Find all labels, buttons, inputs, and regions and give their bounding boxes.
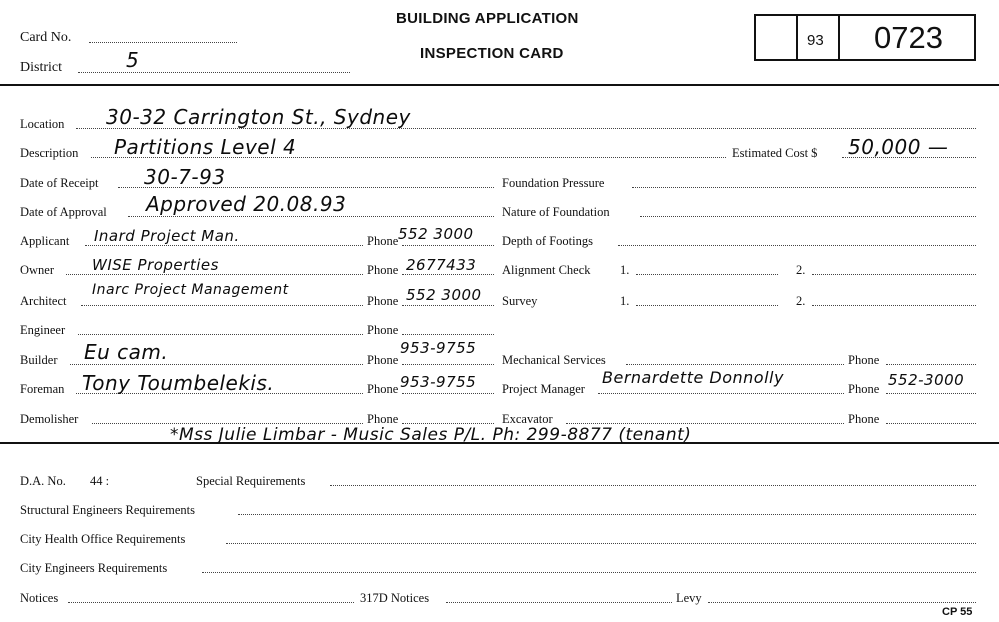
estimated-cost-value: 50,000 — — [848, 135, 949, 159]
date-of-receipt-label: Date of Receipt — [20, 176, 99, 190]
mechanical-services-field[interactable] — [626, 364, 844, 365]
owner-phone-label: Phone — [367, 263, 399, 277]
foreman-label: Foreman — [20, 382, 65, 396]
alignment-check-num-1: 1. — [620, 263, 630, 277]
da-no-value: 44 : — [90, 474, 110, 488]
nature-of-foundation-label: Nature of Foundation — [502, 205, 610, 219]
project-manager-phone-field[interactable] — [886, 393, 976, 394]
depth-of-footings-label: Depth of Footings — [502, 234, 593, 248]
foundation-pressure-label: Foundation Pressure — [502, 176, 605, 190]
title-line-2: INSPECTION CARD — [420, 45, 564, 62]
engineer-label: Engineer — [20, 323, 66, 337]
owner-label: Owner — [20, 263, 55, 277]
tenant-note: *Mss Julie Limbar - Music Sales P/L. Ph: 299-8877 (tenant) — [170, 425, 692, 445]
foundation-pressure-field[interactable] — [632, 187, 976, 188]
survey-field-1[interactable] — [636, 305, 778, 306]
foreman-value: Tony Toumbelekis. — [82, 371, 275, 395]
architect-phone-field[interactable] — [402, 305, 494, 306]
builder-label: Builder — [20, 353, 58, 367]
builder-field[interactable] — [70, 364, 363, 365]
project-manager-field[interactable] — [598, 393, 844, 394]
applicant-label: Applicant — [20, 234, 70, 248]
architect-field[interactable] — [81, 305, 363, 306]
owner-phone-field[interactable] — [402, 274, 494, 275]
date-of-approval-value: Approved 20.08.93 — [146, 192, 347, 216]
notices-field[interactable] — [68, 602, 354, 603]
nature-of-foundation-field[interactable] — [640, 216, 976, 217]
builder-phone-field[interactable] — [402, 364, 494, 365]
architect-value: Inarc Project Management — [92, 282, 289, 298]
date-of-receipt-value: 30-7-93 — [144, 165, 226, 189]
survey-num-2: 2. — [796, 294, 806, 308]
special-requirements-field[interactable] — [330, 485, 976, 486]
applicant-phone-field[interactable] — [402, 245, 494, 246]
survey-label: Survey — [502, 294, 538, 308]
health-requirements-label: City Health Office Requirements — [20, 532, 186, 546]
project-manager-label: Project Manager — [502, 382, 585, 396]
description-label: Description — [20, 146, 79, 160]
title-line-1: BUILDING APPLICATION — [396, 10, 579, 27]
alignment-check-field-1[interactable] — [636, 274, 778, 275]
levy-field[interactable] — [708, 602, 976, 603]
foreman-phone-field[interactable] — [402, 393, 494, 394]
foreman-phone-value: 953-9755 — [400, 373, 477, 391]
excavator-phone-label: Phone — [848, 412, 880, 426]
da-no-label: D.A. No. — [20, 474, 66, 488]
builder-value: Eu cam. — [84, 340, 169, 364]
project-manager-phone-label: Phone — [848, 382, 880, 396]
engineer-phone-label: Phone — [367, 323, 399, 337]
applicant-field[interactable] — [85, 245, 363, 246]
engineer-phone-field[interactable] — [402, 334, 494, 335]
alignment-check-num-2: 2. — [796, 263, 806, 277]
depth-of-footings-field[interactable] — [618, 245, 976, 246]
date-of-approval-field[interactable] — [128, 216, 494, 217]
location-value: 30-32 Carrington St., Sydney — [106, 105, 411, 129]
card-no-label: Card No. — [20, 30, 72, 45]
card-number-value: 0723 — [874, 20, 943, 55]
mechanical-services-label: Mechanical Services — [502, 353, 606, 367]
engineers-requirements-label: City Engineers Requirements — [20, 561, 168, 575]
description-value: Partitions Level 4 — [114, 135, 297, 159]
district-value: 5 — [126, 48, 140, 72]
applicant-value: Inard Project Man. — [94, 227, 240, 245]
architect-phone-value: 552 3000 — [406, 286, 482, 304]
foreman-phone-label: Phone — [367, 382, 399, 396]
form-code: CP 55 — [942, 606, 973, 618]
demolisher-label: Demolisher — [20, 412, 79, 426]
box-divider — [796, 14, 798, 61]
owner-field[interactable] — [66, 274, 363, 275]
owner-value: WISE Properties — [92, 256, 219, 274]
architect-label: Architect — [20, 294, 67, 308]
excavator-label: Excavator — [502, 412, 553, 426]
district-field[interactable] — [78, 72, 350, 73]
notices-317d-field[interactable] — [446, 602, 672, 603]
structural-requirements-label: Structural Engineers Requirements — [20, 503, 195, 517]
alignment-check-label: Alignment Check — [502, 263, 591, 277]
estimated-cost-label: Estimated Cost $ — [732, 146, 818, 160]
project-manager-value: Bernardette Donnolly — [602, 368, 784, 387]
excavator-phone-field[interactable] — [886, 423, 976, 424]
date-of-approval-label: Date of Approval — [20, 205, 107, 219]
mechanical-phone-label: Phone — [848, 353, 880, 367]
header-divider — [0, 84, 999, 86]
owner-phone-value: 2677433 — [406, 256, 477, 274]
mechanical-phone-field[interactable] — [886, 364, 976, 365]
notices-label: Notices — [20, 591, 59, 605]
architect-phone-label: Phone — [367, 294, 399, 308]
demolisher-phone-label: Phone — [367, 412, 399, 426]
card-no-field[interactable] — [89, 42, 237, 43]
project-manager-phone-value: 552-3000 — [888, 371, 965, 389]
survey-num-1: 1. — [620, 294, 630, 308]
special-requirements-label: Special Requirements — [196, 474, 306, 488]
builder-phone-label: Phone — [367, 353, 399, 367]
builder-phone-value: 953-9755 — [400, 339, 477, 357]
applicant-phone-value: 552 3000 — [398, 225, 474, 243]
applicant-phone-label: Phone — [367, 234, 399, 248]
levy-label: Levy — [676, 591, 702, 605]
box-divider — [838, 14, 840, 61]
location-label: Location — [20, 117, 65, 131]
district-label: District — [20, 60, 62, 75]
year-value: 93 — [807, 32, 824, 49]
health-requirements-field[interactable] — [226, 543, 976, 544]
engineers-requirements-field[interactable] — [202, 572, 976, 573]
engineer-field[interactable] — [78, 334, 363, 335]
structural-requirements-field[interactable] — [238, 514, 976, 515]
notices-317d-label: 317D Notices — [360, 591, 430, 605]
alignment-check-field-2[interactable] — [812, 274, 976, 275]
survey-field-2[interactable] — [812, 305, 976, 306]
